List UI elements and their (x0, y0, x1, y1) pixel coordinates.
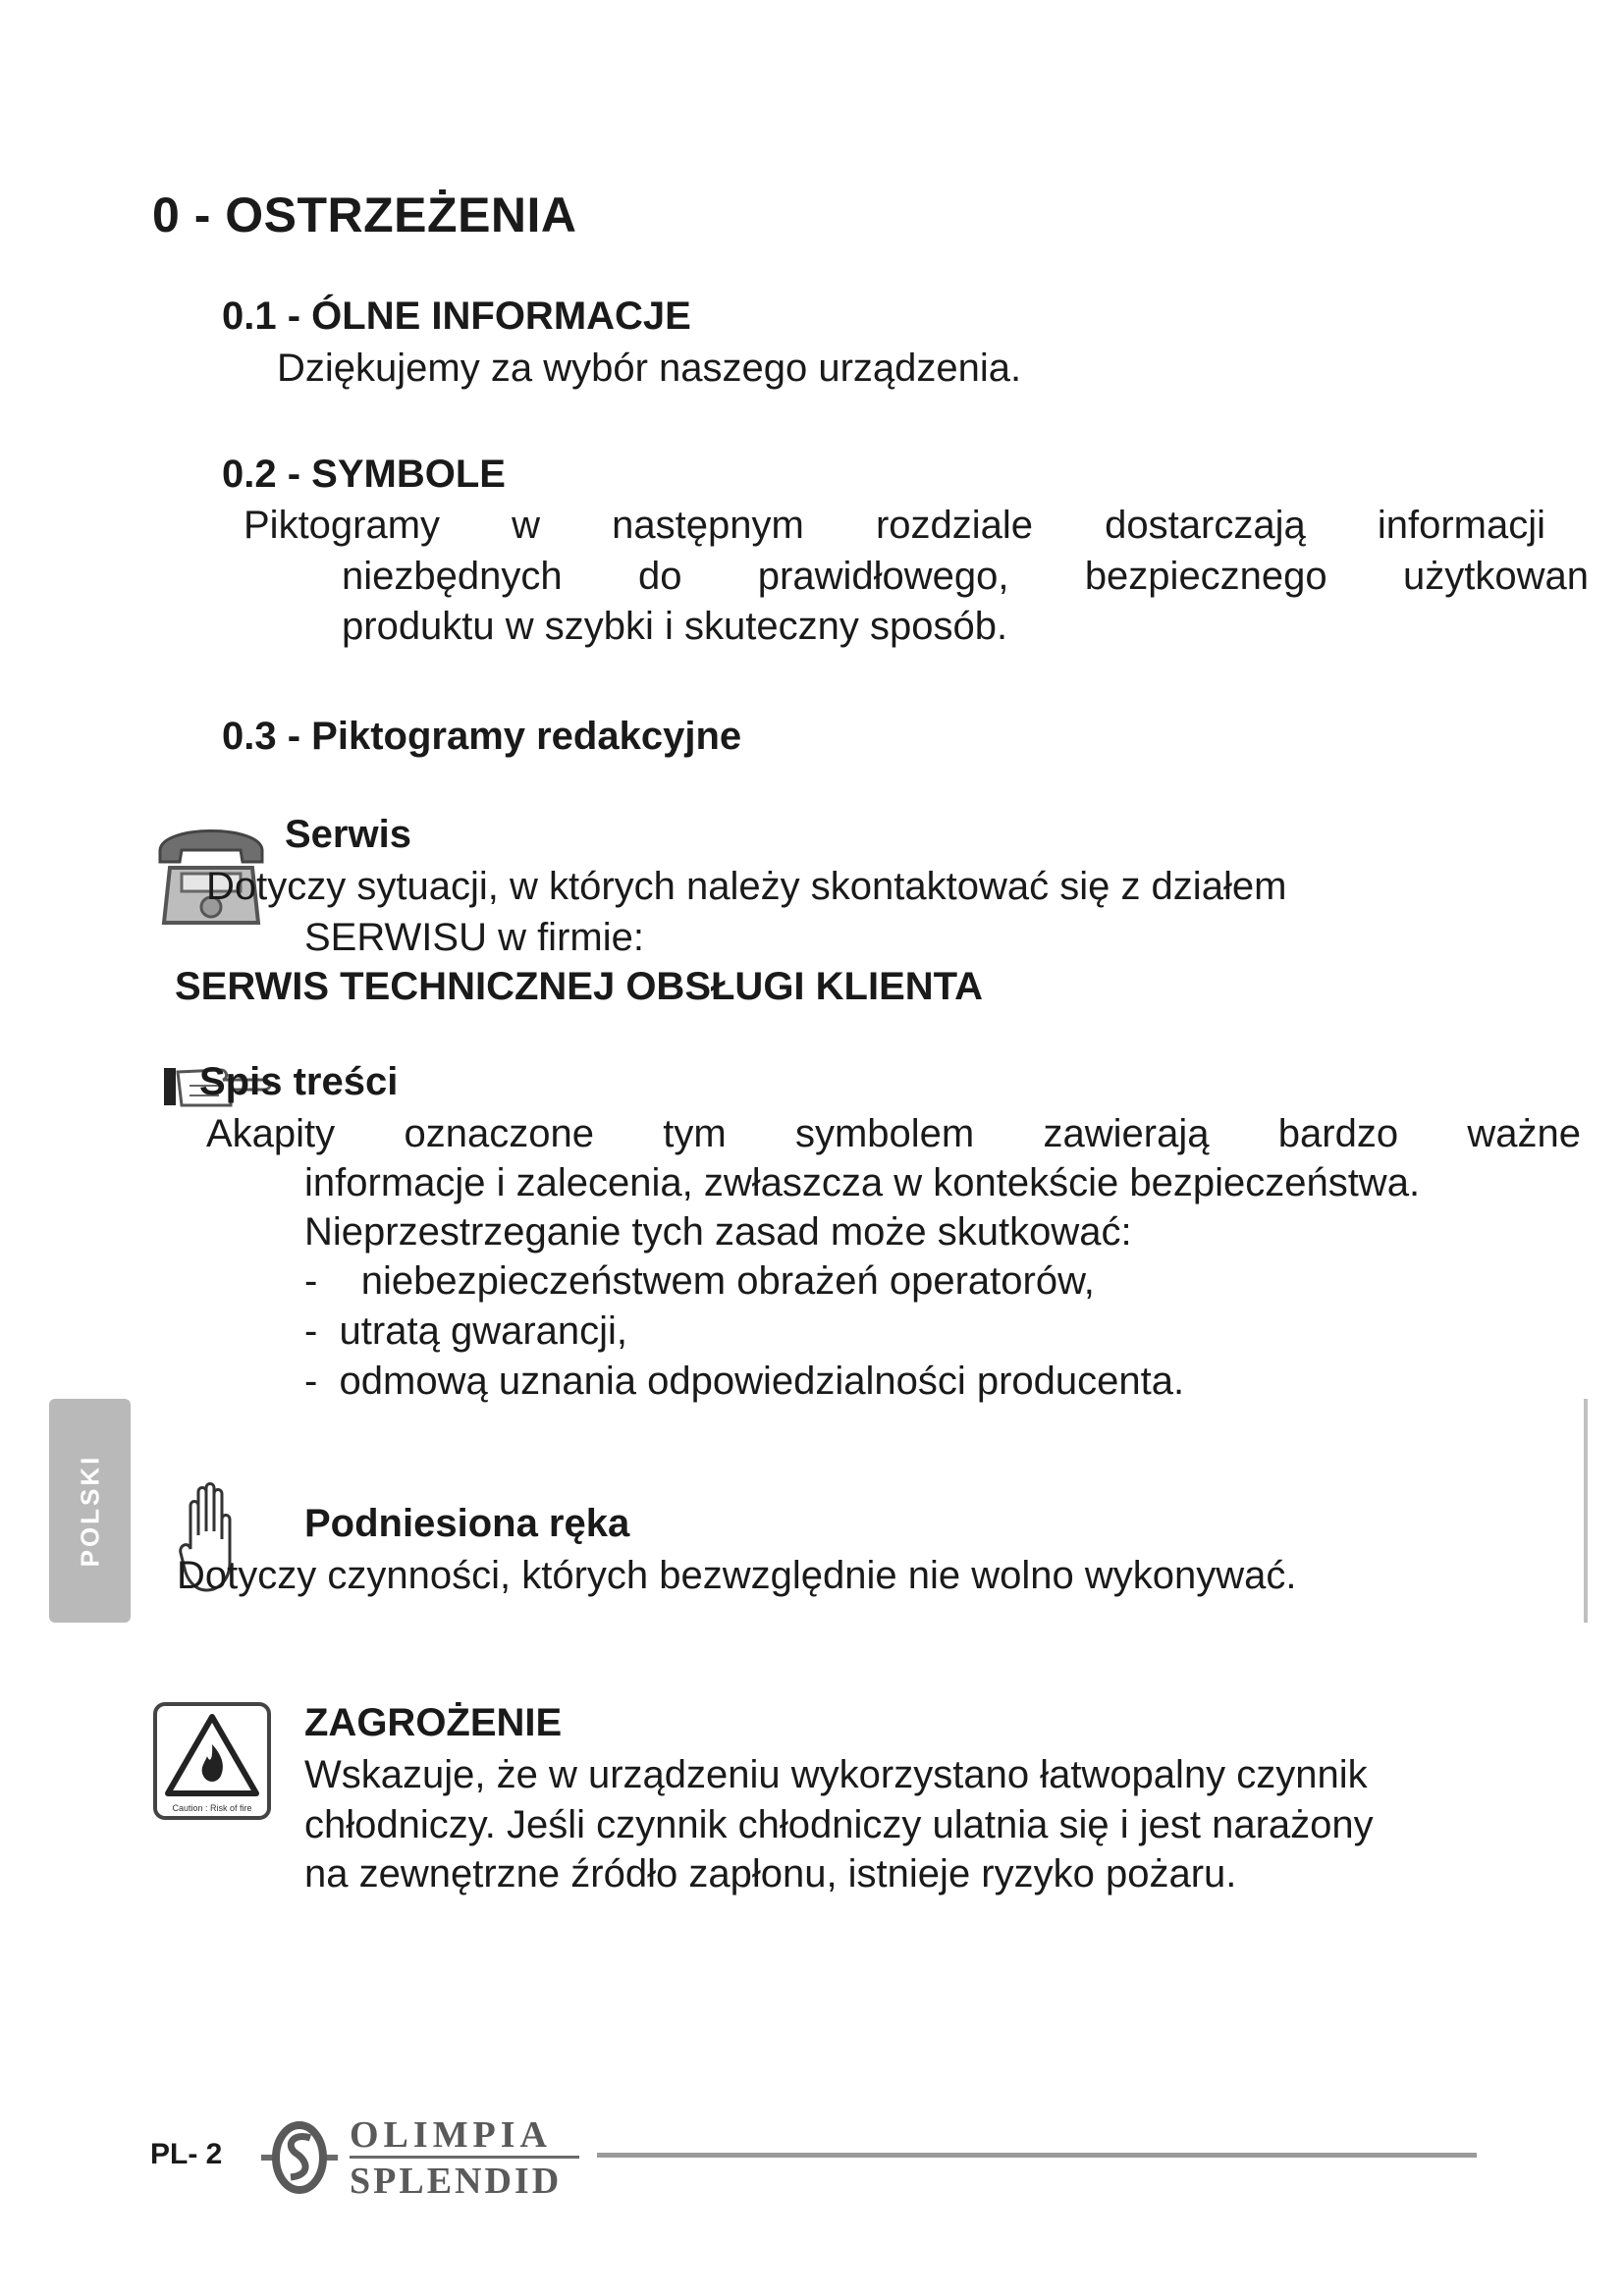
zagrozenie-text-line-3: na zewnętrzne źródło zapłonu, istnieje ryzyko pożaru. (304, 1852, 1237, 1896)
reka-text: Dotyczy czynności, których bezwzględnie nie wolno wykonywać. (177, 1554, 1297, 1597)
section-heading-pictograms: 0.3 - Piktogramy redakcyjne (222, 715, 742, 758)
logo-text-splendid: SPLENDID (350, 2161, 563, 2202)
spis-text-line-1: Akapity oznaczone tym symbolem zawierają bardzo ważne (206, 1112, 1581, 1155)
olimpia-logo-icon (257, 2120, 342, 2195)
logo-text-olimpia: OLIMPIA (350, 2114, 552, 2156)
fire-warning-icon (152, 1701, 272, 1821)
spis-text-line-2: informacje i zalecenia, zwłaszcza w kontekście bezpieczeństwa. (304, 1161, 1421, 1204)
serwis-department: SERWIS TECHNICZNEJ OBSŁUGI KLIENTA (175, 965, 984, 1008)
language-label: POLSKI (75, 1454, 104, 1568)
section-heading-symbols: 0.2 - SYMBOLE (222, 453, 506, 496)
serwis-text-line-1: Dotyczy sytuacji, w których należy skontaktować się z działem (206, 865, 1287, 908)
symbols-text-line-1: Piktogramy w następnym rozdziale dostarczają informacji (244, 504, 1545, 547)
reka-heading: Podniesiona ręka (304, 1502, 630, 1545)
margin-line (1584, 1399, 1588, 1623)
spis-text-line-3: Nieprzestrzeganie tych zasad może skutkować: (304, 1210, 1132, 1254)
language-side-tab (49, 1399, 131, 1623)
symbols-text-line-2: niezbędnych do prawidłowego, bezpiecznego użytkowan (342, 555, 1589, 598)
fire-warning-caption: Caution : Risk of fire (172, 1803, 252, 1813)
symbols-text-line-3: produktu w szybki i skuteczny sposób. (342, 605, 1008, 648)
serwis-text-line-2: SERWISU w firmie: (304, 916, 644, 959)
zagrozenie-text-line-2: chłodniczy. Jeśli czynnik chłodniczy ulatnia się i jest narażony (304, 1803, 1374, 1846)
footer-line (597, 2153, 1477, 2158)
page-number: PL- 2 (150, 2138, 223, 2170)
serwis-heading: Serwis (285, 813, 411, 856)
section-heading-general-info: 0.1 - ÓLNE INFORMACJE (222, 294, 691, 338)
section-text-general-info: Dziękujemy za wybór naszego urządzenia. (277, 347, 1022, 390)
spis-list-item-2: - utratą gwarancji, (304, 1309, 628, 1353)
spis-list-item-1: - niebezpieczeństwem obrażeń operatorów, (304, 1259, 1095, 1303)
zagrozenie-heading: ZAGROŻENIE (304, 1701, 563, 1744)
logo-divider (350, 2156, 579, 2159)
zagrozenie-text-line-1: Wskazuje, że w urządzeniu wykorzystano łatwopalny czynnik (304, 1753, 1368, 1796)
spis-list-item-3: - odmową uznania odpowiedzialności producenta. (304, 1360, 1185, 1403)
page-title: 0 - OSTRZEŻENIA (152, 187, 577, 242)
spis-heading: Spis treści (199, 1060, 399, 1103)
